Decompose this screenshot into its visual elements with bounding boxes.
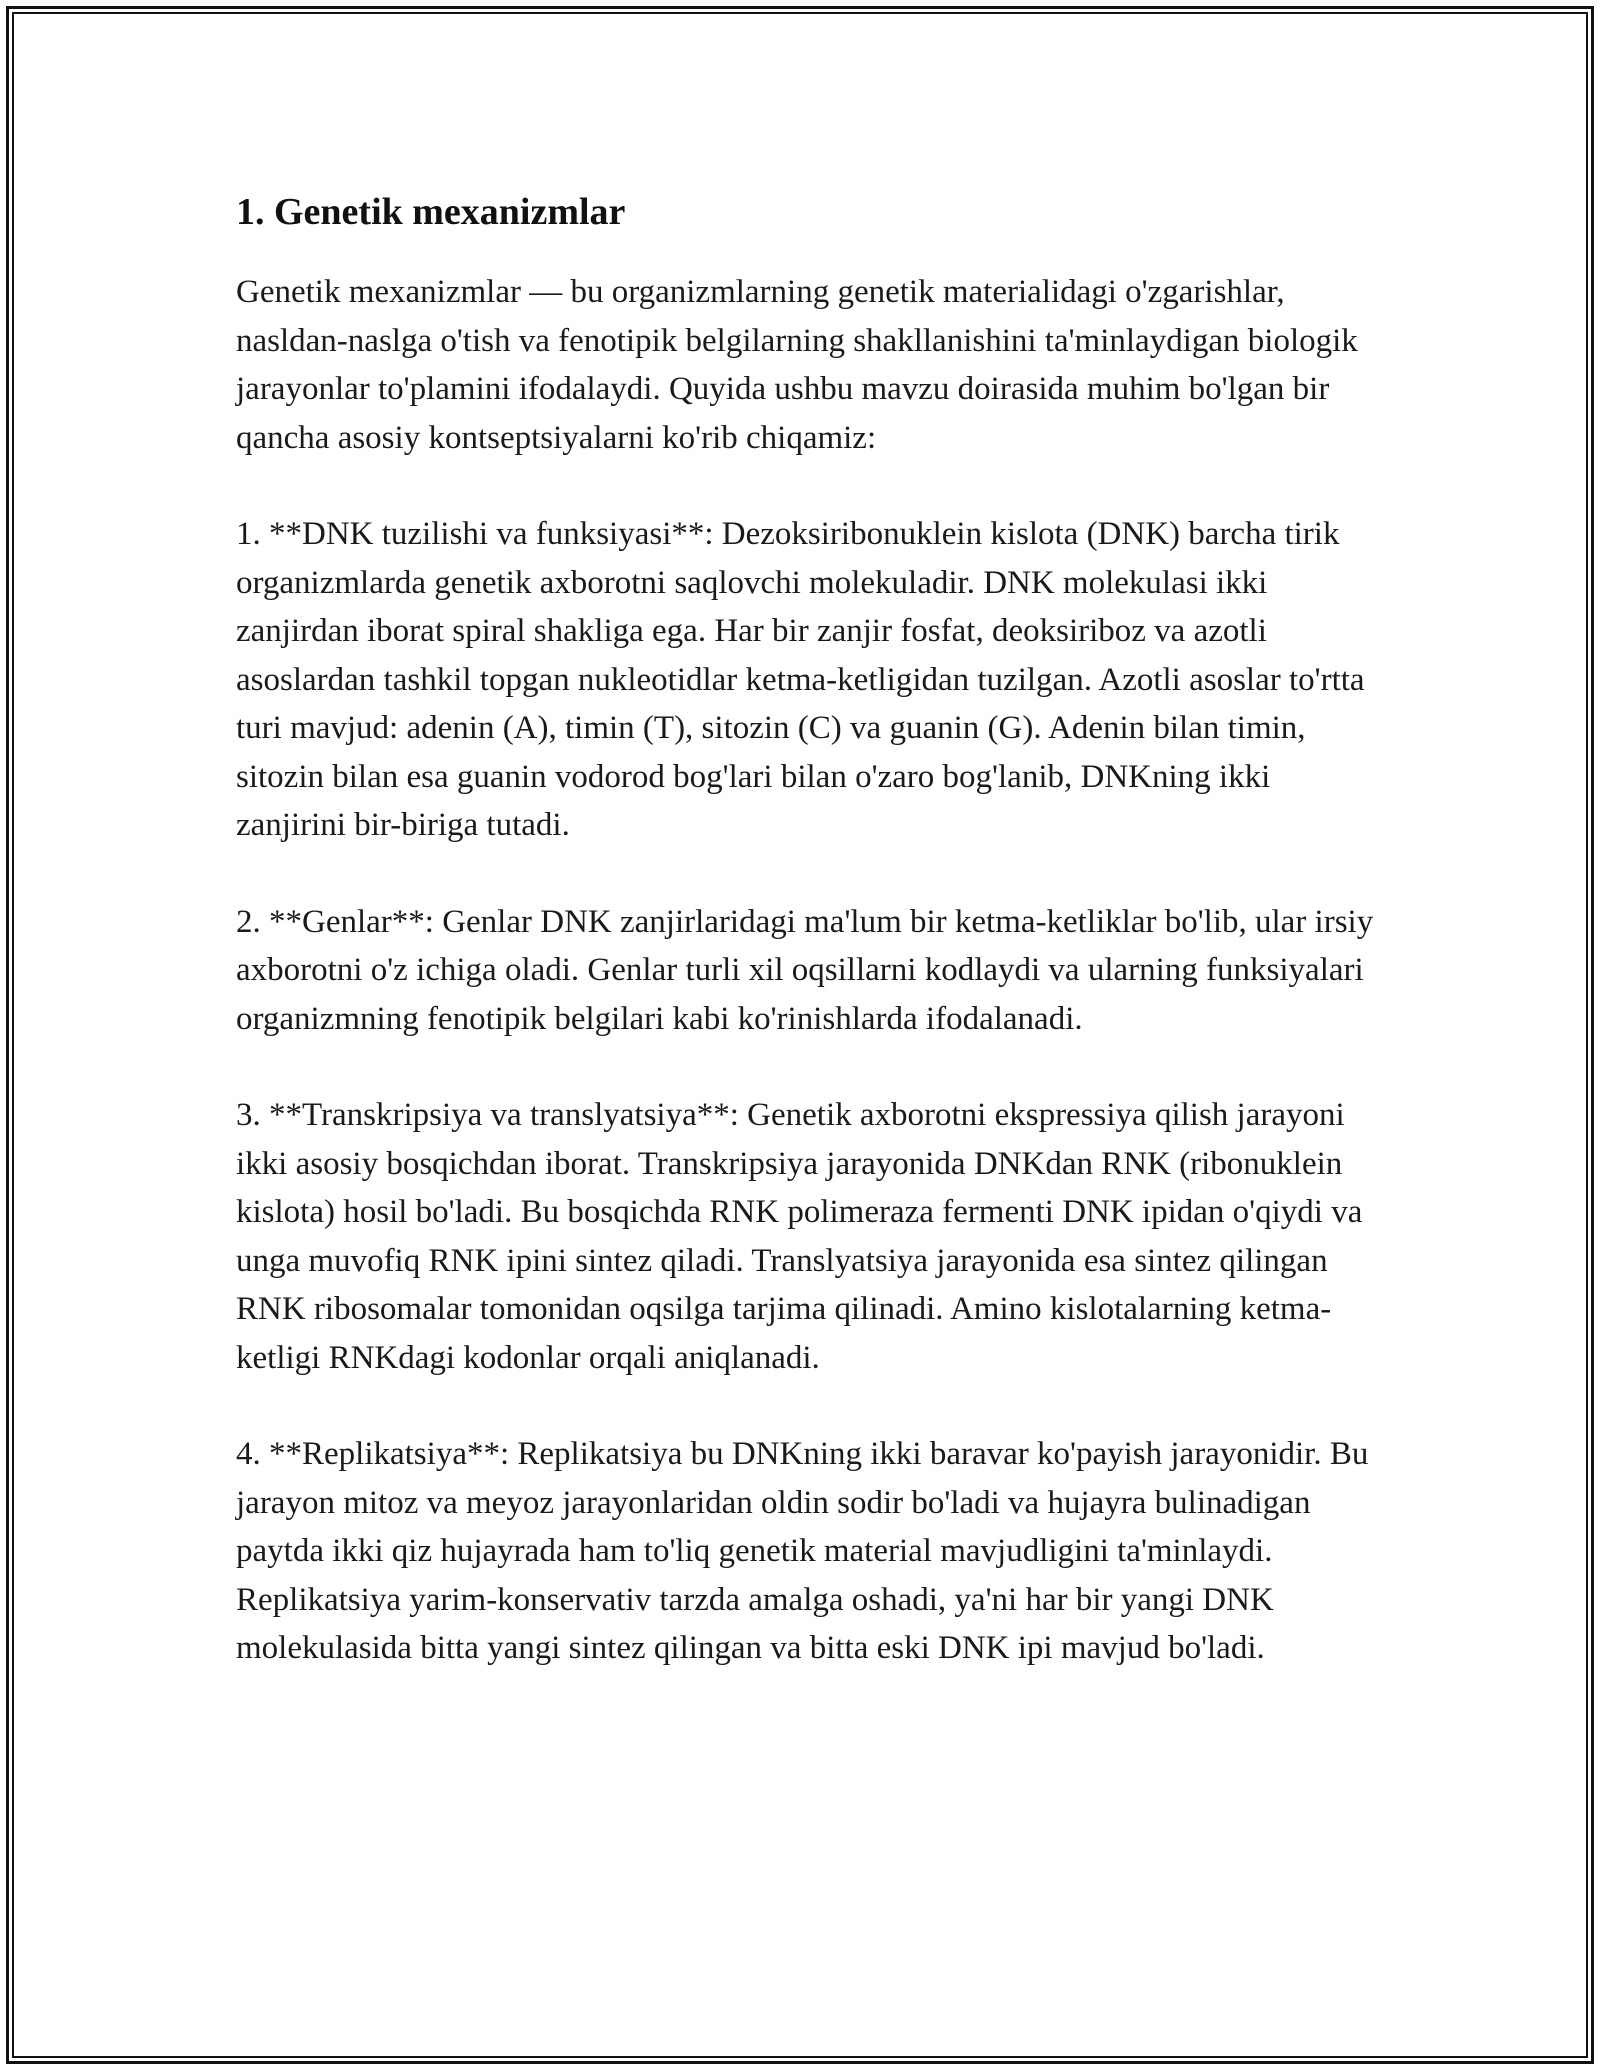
section-replication: 4. **Replikatsiya**: Replikatsiya bu DNKning ikki baravar ko'payish jarayonidir. Bu jarayon mitoz va meyoz jarayonlaridan oldin sodir bo'ladi va hujayra bulinadigan paytda ikki qiz hujayrada ham to'liq genetik material mavjudligini ta'minlaydi. Replikatsiya yarim-konservativ tarzda amalga oshadi, ya'ni har bir yangi DNK molekulasida bitta yangi sintez qilingan va bitta eski DNK ipi mavjud bo'ladi. — [236, 1436, 1369, 1666]
section-dnk-structure: 1. **DNK tuzilishi va funksiyasi**: Dezoksiribonuklein kislota (DNK) barcha tirik organizmlarda genetik axborotni saqlovchi molekuladir. DNK molekulasi ikki zanjirdan iborat spiral shakliga ega. Har bir zanjir fosfat, deoksiriboz va azotli asoslardan tashkil topgan nukleotidlar ketma-ketligidan tuzilgan. Azotli asoslar to'rtta turi mavjud: adenin (A), timin (T), sitozin (C) va guanin (G). Adenin bilan timin, sitozin bilan esa guanin vodorod bog'lari bilan o'zaro bog'lanib, DNKning ikki zanjirini bir-biriga tutadi. — [236, 516, 1365, 843]
document-body — [236, 186, 1376, 1721]
section-genes: 2. **Genlar**: Genlar DNK zanjirlaridagi ma'lum bir ketma-ketliklar bo'lib, ular irsiy axborotni o'z ichiga oladi. Genlar turli xil oqsillarni kodlaydi va ularning funksiyalari organizmning fenotipik belgilari kabi ko'rinishlarda ifodalanadi. — [236, 903, 1374, 1037]
section-transcription-translation: 3. **Transkripsiya va translyatsiya**: Genetik axborotni ekspressiya qilish jarayoni ikki asosiy bosqichdan iborat. Transkripsiya jarayonida DNKdan RNK (ribonuklein kislota) hosil bo'ladi. Bu bosqichda RNK polimeraza fermenti DNK ipidan o'qiydi va unga muvofiq RNK ipini sintez qiladi. Translyatsiya jarayonida esa sintez qilingan RNK ribosomalar tomonidan oqsilga tarjima qilinadi. Amino kislotalarning ketma-ketligi RNKdagi kodonlar orqali aniqlanadi. — [236, 1097, 1363, 1376]
document-title: 1. Genetik mexanizmlar — [236, 191, 626, 233]
intro-paragraph: Genetik mexanizmlar — bu organizmlarning genetik materialidagi o'zgarishlar, nasldan-naslga o'tish va fenotipik belgilarning shakllanishini ta'minlaydigan biologik jarayonlar to'plamini ifodalaydi. Quyida ushbu mavzu doirasida muhim bo'lgan bir qancha asosiy kontseptsiyalarni ko'rib chiqamiz: — [236, 274, 1358, 456]
